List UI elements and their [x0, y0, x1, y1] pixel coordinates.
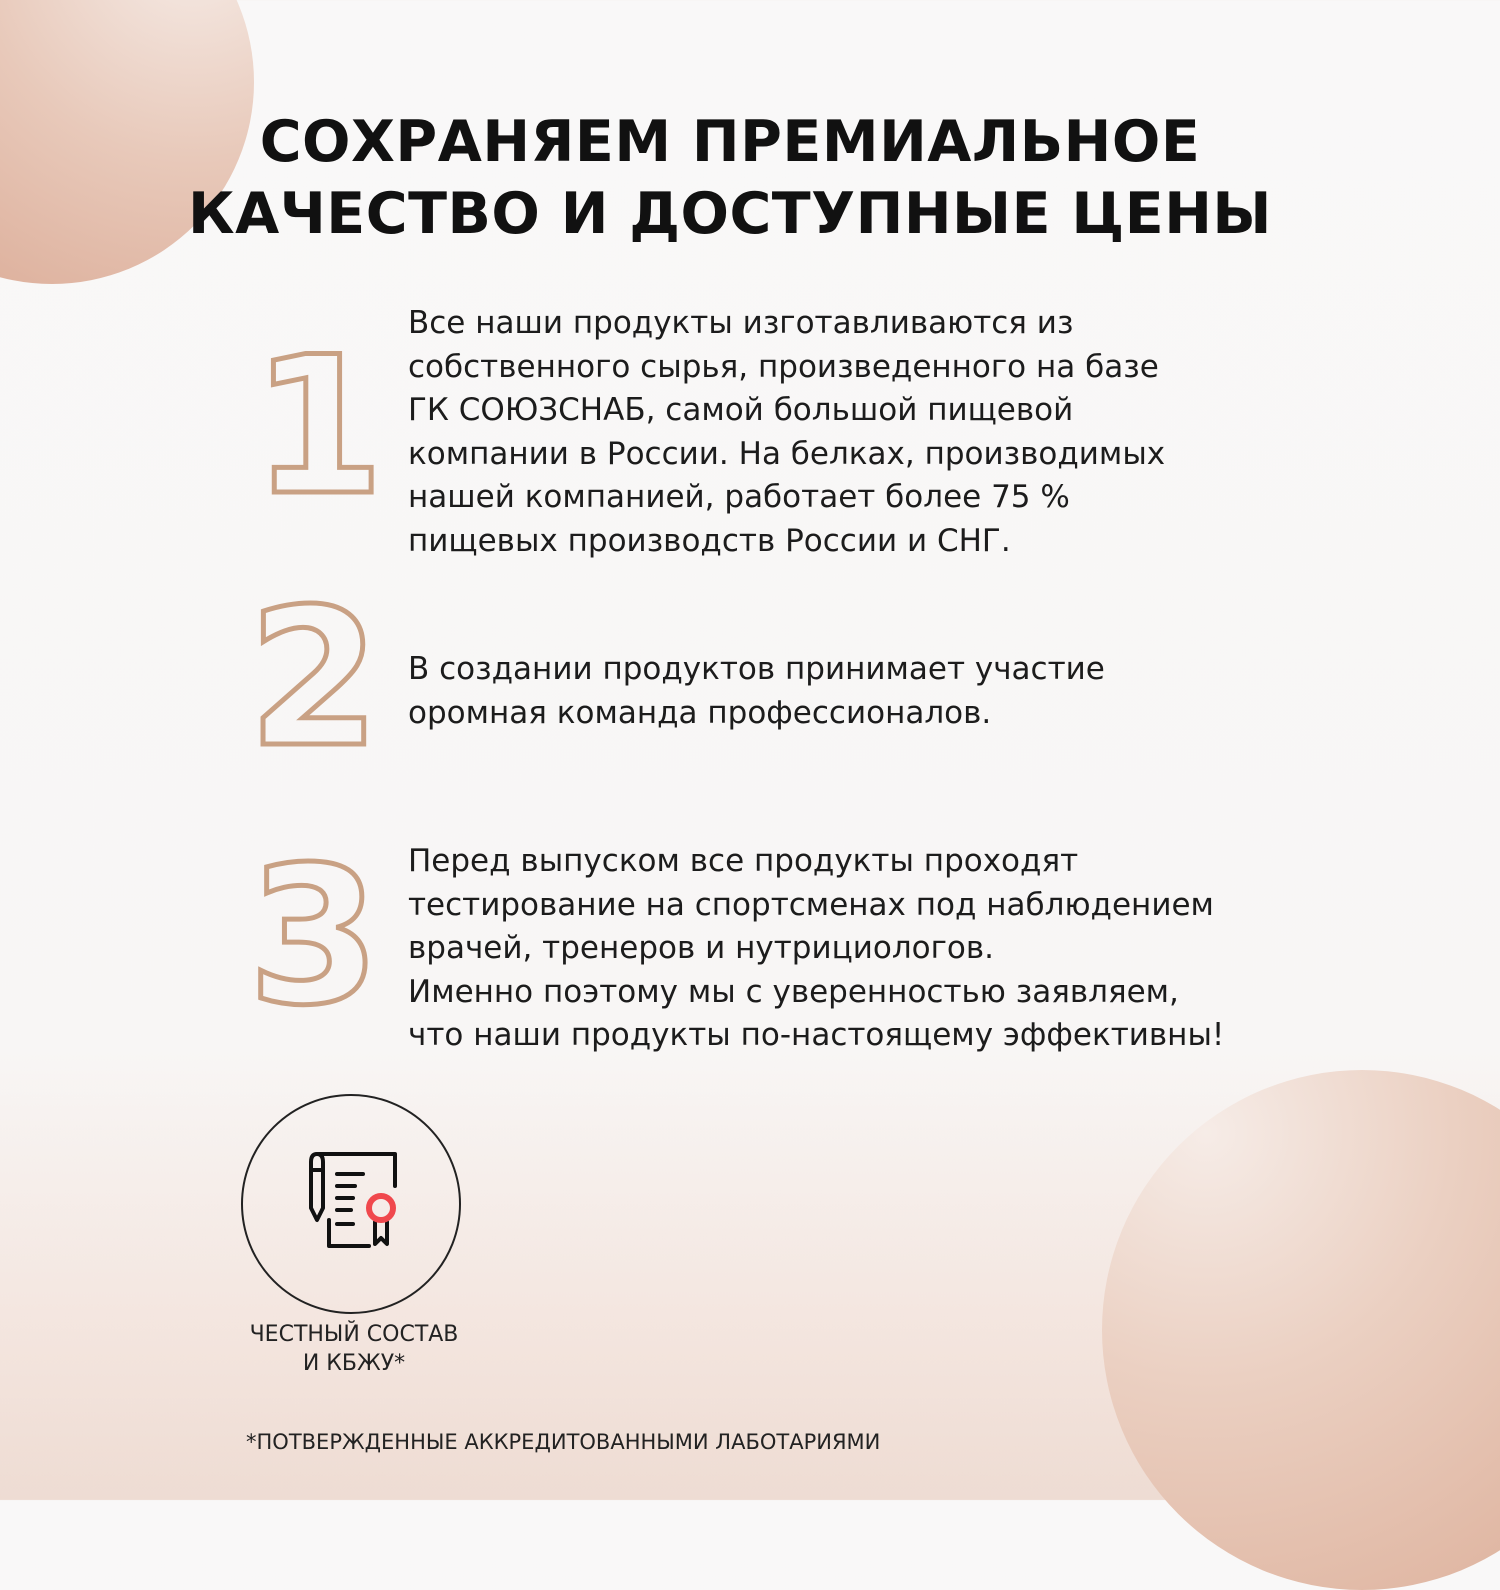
decorative-circle-bottom-right	[1102, 1070, 1500, 1590]
step-text-1: Все наши продукты изготавливаются из собственного сырья, произведенного на базе ГК СОЮЗСНАБ, самой большой пищевой компании в России. На белках, производимых нашей компанией, работает более 75 % пищевых производств России и СНГ.	[408, 305, 1166, 559]
quality-badge	[241, 1094, 461, 1314]
title-line-2: КАЧЕСТВО И ДОСТУПНЫЕ ЦЕНЫ	[188, 181, 1272, 247]
certificate-document-icon	[293, 1144, 413, 1264]
step-number-2: 2	[248, 568, 381, 789]
badge-caption: ЧЕСТНЫЙ СОСТАВ И КБЖУ*	[249, 1322, 459, 1376]
step-text-3: Перед выпуском все продукты проходят тестирование на спортсменах под наблюдением врачей, тренеров и нутрициологов. Именно поэтому мы с уверенностью заявляем, что наши продукты по-настоящему эффективны!	[408, 843, 1225, 1053]
footnote: *ПОТВЕРЖДЕННЫЕ АККРЕДИТОВАННЫМИ ЛАБОТАРИЯМИ	[246, 1430, 881, 1454]
page-title	[160, 106, 1300, 250]
step-number-3: 3	[248, 826, 381, 1047]
step-number-1: 1	[252, 316, 385, 537]
title-line-1: СОХРАНЯЕМ ПРЕМИАЛЬНОЕ	[259, 109, 1201, 175]
step-text-2: В создании продуктов принимает участие оромная команда профессионалов.	[408, 651, 1105, 731]
